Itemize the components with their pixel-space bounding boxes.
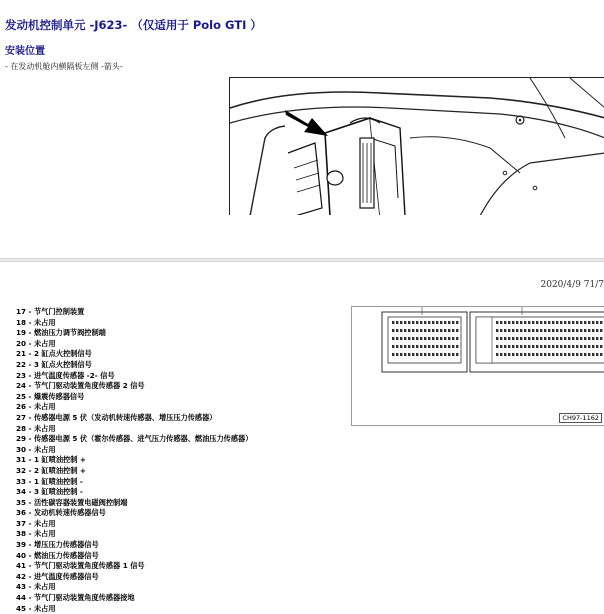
list-item: 20 - 未占用 <box>16 339 252 350</box>
figure-reference: CH97-1162 <box>559 413 602 423</box>
list-item: 42 - 进气温度传感器信号 <box>16 572 252 583</box>
connector-diagram <box>351 306 604 426</box>
page-top <box>0 0 604 258</box>
list-item: 45 - 未占用 <box>16 604 252 614</box>
list-item: 31 - 1 缸喷油控制 + <box>16 455 252 466</box>
page-divider <box>0 258 604 262</box>
list-item: 28 - 未占用 <box>16 424 252 435</box>
list-item: 25 - 爆震传感器信号 <box>16 392 252 403</box>
location-note: - 在发动机舱内横隔板左侧 -箭头- <box>5 61 123 72</box>
page-title: 发动机控制单元 -J623- （仅适用于 Polo GTI ） <box>5 17 262 33</box>
list-item: 17 - 节气门控制装置 <box>16 307 252 318</box>
list-item: 26 - 未占用 <box>16 402 252 413</box>
list-item: 30 - 未占用 <box>16 445 252 456</box>
list-item: 32 - 2 缸喷油控制 + <box>16 466 252 477</box>
page-date-number: 2020/4/9 71/7 <box>541 280 604 290</box>
list-item: 41 - 节气门驱动装置角度传感器 1 信号 <box>16 561 252 572</box>
list-item: 39 - 增压压力传感器信号 <box>16 540 252 551</box>
section-heading: 安装位置 <box>5 42 45 57</box>
list-item: 22 - 3 缸点火控制信号 <box>16 360 252 371</box>
installation-photo <box>229 77 604 215</box>
list-item: 18 - 未占用 <box>16 318 252 329</box>
list-item: 38 - 未占用 <box>16 529 252 540</box>
list-item: 29 - 传感器电源 5 伏（霍尔传感器、进气压力传感器、燃油压力传感器） <box>16 434 252 445</box>
pin-list <box>16 307 252 614</box>
list-item: 24 - 节气门驱动装置角度传感器 2 信号 <box>16 381 252 392</box>
list-item: 37 - 未占用 <box>16 519 252 530</box>
list-item: 35 - 活性碳容器装置电磁阀控制端 <box>16 498 252 509</box>
list-item: 36 - 发动机转速传感器信号 <box>16 508 252 519</box>
list-item: 33 - 1 缸喷油控制 - <box>16 477 252 488</box>
list-item: 23 - 进气温度传感器 -2- 信号 <box>16 371 252 382</box>
list-item: 27 - 传感器电源 5 伏（发动机转速传感器、增压压力传感器） <box>16 413 252 424</box>
list-item: 19 - 燃油压力调节阀控制端 <box>16 328 252 339</box>
list-item: 21 - 2 缸点火控制信号 <box>16 349 252 360</box>
list-item: 40 - 燃油压力传感器信号 <box>16 551 252 562</box>
list-item: 44 - 节气门驱动装置角度传感器接地 <box>16 593 252 604</box>
list-item: 43 - 未占用 <box>16 582 252 593</box>
list-item: 34 - 3 缸喷油控制 - <box>16 487 252 498</box>
